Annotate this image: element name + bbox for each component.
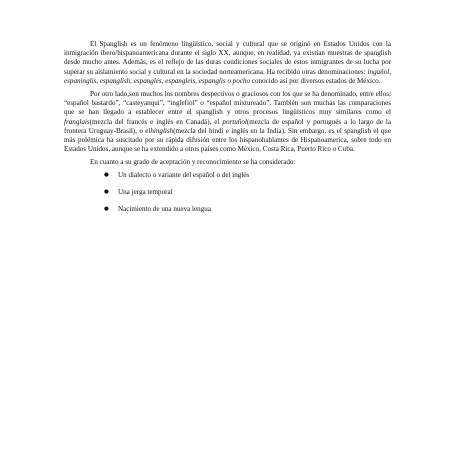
text-run: Por otro lado,son muchos los nombres despectivos o graciosos con los que se ha denominado, entre ellos: “español bastardo”, “casteyanqui”, “inglefiol” o “español mixtureado”. También son muchas las comparaciones que se han llegado a establecer entre el spanglish y otros procesos lingüísticos muy similares como el	[64, 90, 391, 117]
list-item-text: Nacimiento de una nueva lengua	[118, 205, 211, 214]
list-item	[104, 188, 391, 197]
text-run: (mezcla del francés e inglés en Canadá), el	[89, 117, 223, 126]
list-item	[104, 171, 391, 180]
text-run: El Spanglish es un fenómeno lingüístico, social y cultural que se originó en Estados Unidos con la inmigración ibero/hispanoamericana durante el siglo XX, aunque, en realidad, ya existían muestras de spanglish desde mucho antes. Además, es el reflejo de las duras condiciones sociales de estos inmigrantes de su lucha por superar su aislamiento social y cultural en la sociedad norteamericana. Ha recibido otras denominaciones:	[64, 40, 391, 76]
text-run: (mezcla de español y portugués a lo largo de la frontera Uruguay-Brasil), o el	[64, 117, 391, 135]
text-run: conocido así por diversos estados de México.	[250, 76, 381, 85]
list-item-text: Una jerga temporal	[118, 187, 173, 196]
bullet-icon: ●	[104, 206, 109, 213]
italic-term: hinglish	[150, 126, 174, 135]
italic-term: portuñol	[222, 117, 247, 126]
paragraph-spanglish-origin	[64, 40, 391, 86]
bullet-icon: ●	[104, 171, 109, 178]
bullet-icon: ●	[104, 188, 109, 195]
text-run: (mezcla del hindi e inglés en la India). Sin embargo, es el spanglish el que más polémica ha suscitado por su rápida difusión entre los hispanohablantes de Hispanoamerica, sobre todo en Estados Unidos, aunque se ha extendido a otros países como México, Costa Rica, Puerto Rico o Cuba.	[64, 126, 391, 154]
list-item	[104, 205, 391, 214]
italic-term: franglais	[64, 117, 90, 126]
paragraph-spanglish-names	[64, 90, 391, 154]
list-item-text: Un dialecto o variante del español o del inglés	[118, 170, 250, 179]
list-intro: En cuanto a su grado de aceptación y reconocimiento se ha considerado:	[90, 158, 296, 167]
italic-term: ingañol, espaninglis, espanglish, espanglés, espangleis, espanglis o pocho	[64, 67, 391, 85]
acceptance-list	[64, 171, 391, 215]
